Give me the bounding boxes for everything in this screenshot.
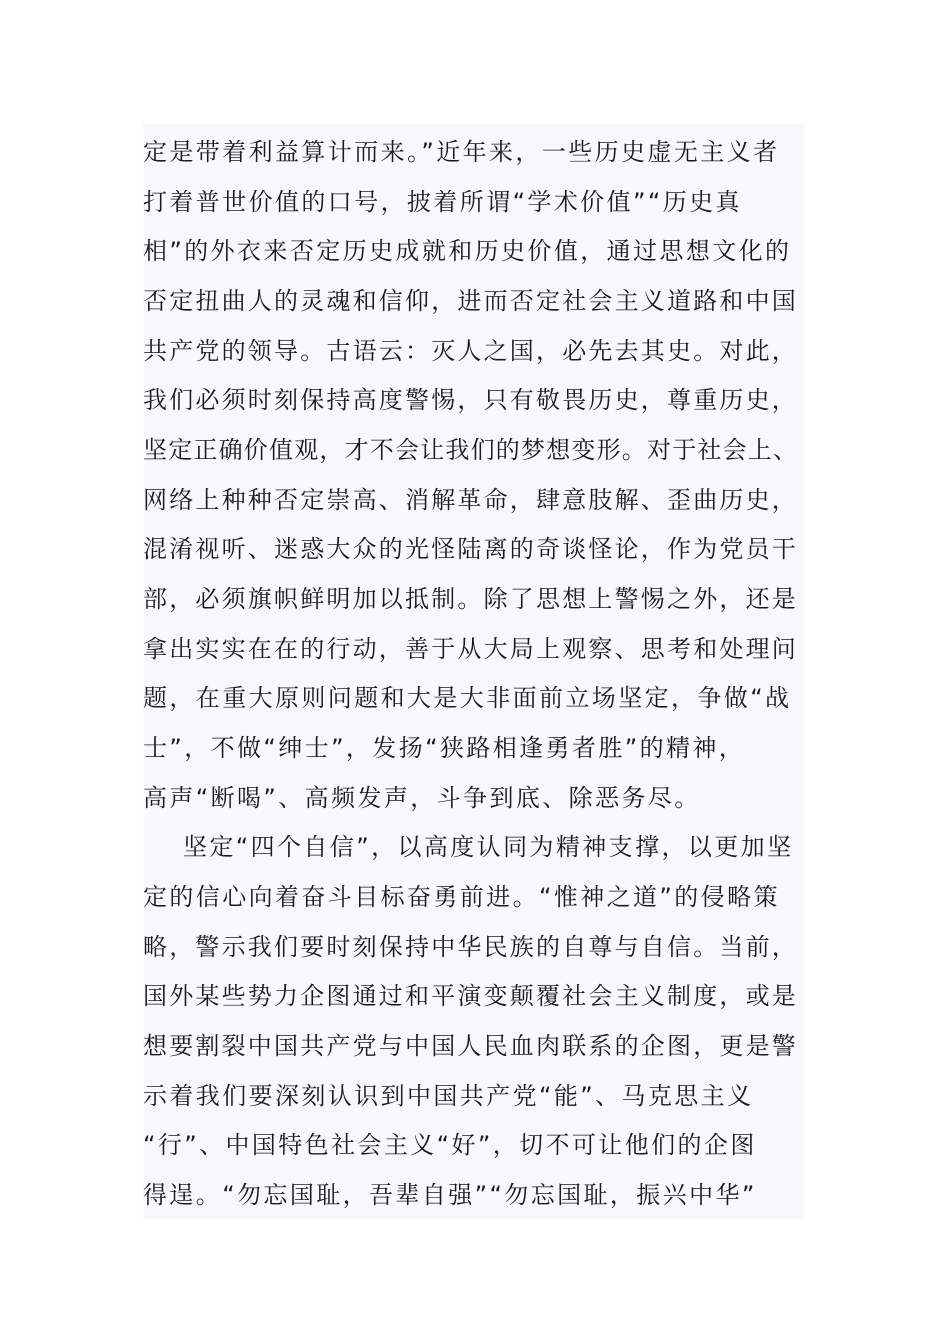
text-line: 混淆视听、迷惑大众的光怪陆离的奇谈怪论，作为党员干 (143, 535, 798, 563)
text-line: “行”、中国特色社会主义“好”，切不可让他们的企图 (143, 1131, 757, 1159)
text-line: 我们必须时刻保持高度警惕，只有敬畏历史，尊重历史， (143, 386, 798, 414)
text-line: 略，警示我们要时刻保持中华民族的自尊与自信。当前， (143, 933, 798, 961)
text-line: 士”，不做“绅士”，发扬“狭路相逢勇者胜”的精神， (143, 734, 746, 762)
text-line: 坚定正确价值观，才不会让我们的梦想变形。对于社会上、 (143, 436, 799, 464)
text-line: 题，在重大原则问题和大是大非面前立场坚定，争做“战 (143, 684, 792, 712)
text-line: 打着普世价值的口号，披着所谓“学术价值”“历史真 (143, 188, 742, 216)
text-line: 示着我们要深刻认识到中国共产党“能”、马克思主义 (143, 1082, 754, 1110)
text-line: 定的信心向着奋斗目标奋勇前进。“惟神之道”的侵略策 (143, 883, 780, 911)
text-line: 定是带着利益算计而来。”近年来，一些历史虚无主义者 (143, 138, 780, 166)
paragraph-first-line: 坚定“四个自信”，以高度认同为精神支撑，以更加坚 (183, 833, 794, 861)
text-line: 共产党的领导。古语云：灭人之国，必先去其史。对此， (143, 337, 798, 365)
document-text-block (143, 124, 805, 1219)
text-line: 高声“断喝”、高频发声，斗争到底、除恶务尽。 (143, 784, 701, 812)
text-line: 相”的外衣来否定历史成就和历史价值，通过思想文化的 (143, 237, 792, 265)
text-line: 国外某些势力企图通过和平演变颠覆社会主义制度，或是 (143, 982, 798, 1010)
text-line: 网络上种种否定崇高、消解革命，肆意肢解、歪曲历史， (143, 486, 798, 514)
text-line: 拿出实实在在的行动，善于从大局上观察、思考和处理问 (143, 635, 798, 663)
text-line: 得逞。“勿忘国耻，吾辈自强”“勿忘国耻，振兴中华” (143, 1181, 757, 1209)
text-line: 否定扭曲人的灵魂和信仰，进而否定社会主义道路和中国 (143, 287, 798, 315)
text-line: 想要割裂中国共产党与中国人民血肉联系的企图，更是警 (143, 1032, 798, 1060)
text-line: 部，必须旗帜鲜明加以抵制。除了思想上警惕之外，还是 (143, 585, 798, 613)
